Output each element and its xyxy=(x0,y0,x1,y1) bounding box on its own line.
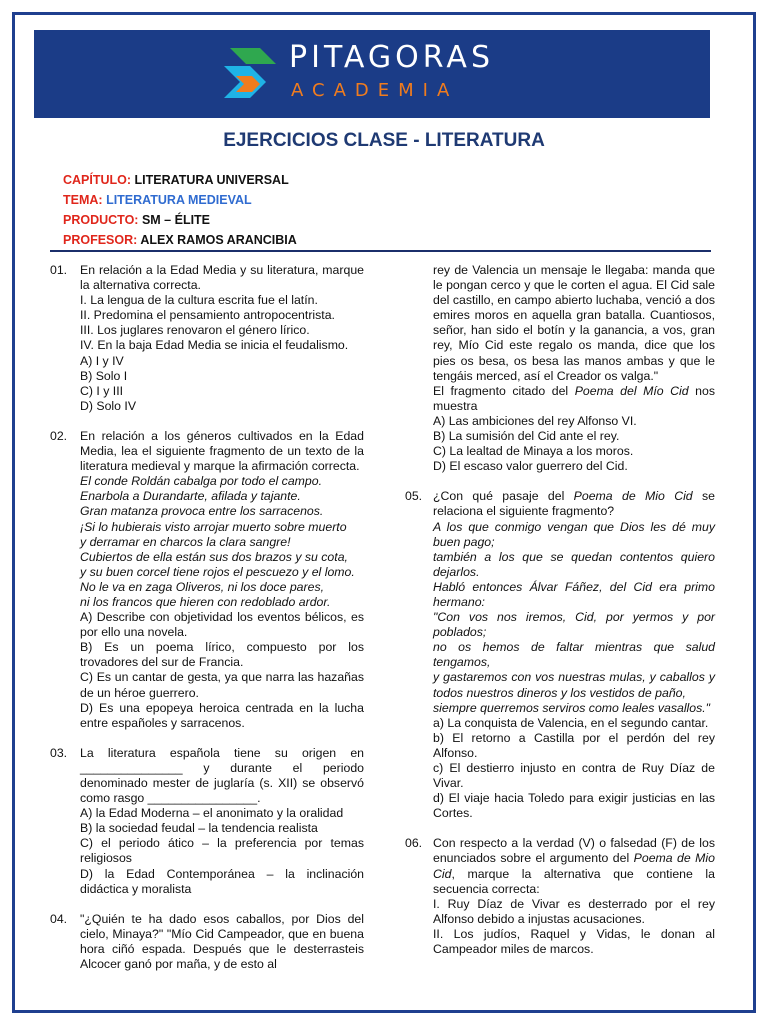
page-title: EJERCICIOS CLASE - LITERATURA xyxy=(223,130,545,151)
meta-label: PROFESOR: xyxy=(63,233,138,247)
statement: III. Los juglares renovaron el género lírico. xyxy=(80,323,310,338)
meta-label: CAPÍTULO: xyxy=(63,173,132,187)
stem-text: Con respecto a la verdad (V) o falsedad (F) de los enunciados sobre el argumento del xyxy=(433,836,715,866)
statement-list xyxy=(433,897,715,957)
verse-line: siempre querremos serviros como leales vasallos." xyxy=(433,700,711,715)
work-title: Poema del Mío Cid xyxy=(574,383,689,398)
work-title: Poema de Mio Cid xyxy=(573,489,693,504)
left-column xyxy=(50,263,364,972)
answer-option: b) El retorno a Castilla por el perdón del rey Alfonso. xyxy=(433,730,715,760)
option-list xyxy=(80,354,364,414)
statement: I. Ruy Díaz de Vivar es desterrado por el rey Alfonso debido a injustas acusaciones. xyxy=(433,896,715,926)
verse-line: Cubiertos de ella están sus dos brazos y su cota, xyxy=(80,549,348,564)
verse-fragment xyxy=(80,474,364,610)
meta-value: LITERATURA MEDIEVAL xyxy=(106,193,252,207)
verse-line: ni los francos que hieren con redoblado ardor. xyxy=(80,594,331,609)
answer-option: D) la Edad Contemporánea – la inclinación didáctica y moralista xyxy=(80,866,364,896)
verse-line: A los que conmigo vengan que Dios les dé muy buen pago; xyxy=(433,519,715,549)
answer-option: C) La lealtad de Minaya a los moros. xyxy=(433,444,634,459)
question-stem: En relación a los géneros cultivados en la Edad Media, lea el siguiente fragmento de un texto de la literatura medieval y marque la afirmación correcta. xyxy=(80,428,364,474)
meta-teacher xyxy=(63,230,297,250)
answer-option: C) el periodo ático – la preferencia por temas religiosos xyxy=(80,836,364,866)
answer-option: D) El escaso valor guerrero del Cid. xyxy=(433,459,628,474)
answer-option: B) Solo I xyxy=(80,368,128,383)
question-1 xyxy=(50,263,364,414)
statement: I. La lengua de la cultura escrita fue el latín. xyxy=(80,293,318,308)
verse-line: El conde Roldán cabalga por todo el campo. xyxy=(80,474,322,489)
answer-option: C) I y III xyxy=(80,383,124,398)
meta-topic xyxy=(63,190,297,210)
answer-option: d) El viaje hacia Toledo para exigir justicias en las Cortes. xyxy=(433,791,715,821)
question-number: 05. xyxy=(405,489,423,504)
answer-option: D) Es una epopeya heroica centrada en la lucha entre españoles y sarracenos. xyxy=(80,700,364,730)
answer-option: B) La sumisión del Cid ante el rey. xyxy=(433,429,620,444)
question-stem xyxy=(433,489,715,519)
statement: IV. En la baja Edad Media se inicia el feudalismo. xyxy=(80,338,349,353)
answer-option: B) Es un poema lírico, compuesto por los trovadores del sur de Francia. xyxy=(80,640,364,670)
document-meta xyxy=(63,170,297,250)
question-number: 02. xyxy=(50,428,68,443)
verse-line: y gastaremos con vos nuestras mulas, y caballos y todos nuestros dineros y los vestidos de paño, xyxy=(433,670,715,700)
verse-line: No le va en zaga Oliveros, ni los doce pares, xyxy=(80,579,325,594)
question-3 xyxy=(50,746,364,897)
verse-line: y su buen corcel tiene rojos el pescuezo y el lomo. xyxy=(80,564,355,579)
answer-option: C) Es un cantar de gesta, ya que narra las hazañas de un héroe guerrero. xyxy=(80,670,364,700)
answer-option: D) Solo IV xyxy=(80,398,137,413)
verse-line: "Con vos nos iremos, Cid, por yermos y por poblados; xyxy=(433,610,715,640)
statement-list xyxy=(80,293,364,353)
question-4 xyxy=(50,912,364,972)
option-list xyxy=(80,806,364,897)
question-stem xyxy=(433,836,715,896)
question-stem: La literatura española tiene su origen en _______________ y durante el periodo denominado mester de juglaría (s. XII) se observó como rasgo ________________. xyxy=(80,745,364,806)
verse-line: Enarbola a Durandarte, afilada y tajante. xyxy=(80,489,301,504)
answer-option: A) Las ambiciones del rey Alfonso VI. xyxy=(433,413,637,428)
statement: II. Predomina el pensamiento antropocentrista. xyxy=(80,308,335,323)
answer-option: B) la sociedad feudal – la tendencia realista xyxy=(80,821,318,836)
question-5 xyxy=(405,489,715,821)
question-number: 01. xyxy=(50,263,68,277)
verse-line: no os hemos de faltar mientras que salud tengamos, xyxy=(433,640,715,670)
verse-line: Habló entonces Álvar Fáñez, del Cid era primo hermano: xyxy=(433,579,715,609)
verse-fragment xyxy=(433,520,715,716)
brand-name: PITAGORAS xyxy=(289,40,494,75)
brand-subtitle: ACADEMIA xyxy=(291,80,459,101)
verse-line: Gran matanza provoca entre los sarracenos. xyxy=(80,504,324,519)
stem-text: ¿Con qué pasaje del xyxy=(433,489,574,504)
verse-line: y derramar en charcos la clara sangre! xyxy=(80,534,291,549)
question-stem: En relación a la Edad Media y su literatura, marque la alternativa correcta. xyxy=(80,263,364,293)
option-list xyxy=(433,414,715,474)
stem-text: se relaciona el siguiente fragmento? xyxy=(433,489,716,519)
answer-option: a) La conquista de Valencia, en el segundo cantar. xyxy=(433,715,709,730)
question-2 xyxy=(50,429,364,731)
answer-option: c) El destierro injusto en contra de Ruy Díaz de Vivar. xyxy=(433,761,715,791)
verse-line: también a los que se quedan contentos quiero dejarlos. xyxy=(433,549,715,579)
meta-value: LITERATURA UNIVERSAL xyxy=(134,173,289,187)
question-number: 06. xyxy=(405,836,423,851)
prompt-text: El fragmento citado del xyxy=(433,383,575,398)
option-list xyxy=(80,610,364,731)
header-banner xyxy=(34,30,710,118)
meta-label: PRODUCTO: xyxy=(63,213,139,227)
question-stem-continued: rey de Valencia un mensaje le llegaba: manda que le pongan cerco y que le corten el agua. El Cid sale del castillo, en campo abierto luchaba, venció a dos emires moros en aquella gran batalla. Cuantiosos, señor, han sido el botín y la ganancia, a vos, gran rey, Mío Cid este regalo os manda, dice que los pies os besa, os besa las manos ambas y que le tengáis merced, así el Creador os valga." xyxy=(433,263,715,383)
question-6 xyxy=(405,836,715,957)
option-list xyxy=(433,716,715,822)
prompt-text: nos muestra xyxy=(433,383,715,413)
answer-option: A) I y IV xyxy=(80,353,124,368)
verse-line: ¡Si lo hubierais visto arrojar muerto sobre muerto xyxy=(80,519,347,534)
question-prompt xyxy=(433,384,715,414)
answer-option: A) Describe con objetividad los eventos bélicos, es por ello una novela. xyxy=(80,610,364,640)
right-column xyxy=(405,263,715,957)
meta-value: ALEX RAMOS ARANCIBIA xyxy=(140,233,297,247)
meta-product xyxy=(63,210,297,230)
question-stem: "¿Quién te ha dado esos caballos, por Dios del cielo, Minaya?" "Mío Cid Campeador, que en buena hora ciñó espada. Después que le desterrasteis Alcocer ganó por maña, y de esto al xyxy=(80,911,364,972)
question-number: 04. xyxy=(50,911,68,926)
divider xyxy=(50,250,711,252)
meta-value: SM – ÉLITE xyxy=(141,213,211,227)
logo-arrow-icon xyxy=(220,44,278,104)
work-title: Poema de Mio Cid xyxy=(433,851,715,881)
meta-label: TEMA: xyxy=(63,193,103,207)
answer-option: A) la Edad Moderna – el anonimato y la oralidad xyxy=(80,806,344,821)
meta-chapter xyxy=(63,170,297,190)
statement: II. Los judíos, Raquel y Vidas, le donan al Campeador miles de marcos. xyxy=(433,926,715,957)
question-number: 03. xyxy=(50,745,68,760)
stem-text: , marque la alternativa que contiene la secuencia correcta: xyxy=(433,866,715,896)
